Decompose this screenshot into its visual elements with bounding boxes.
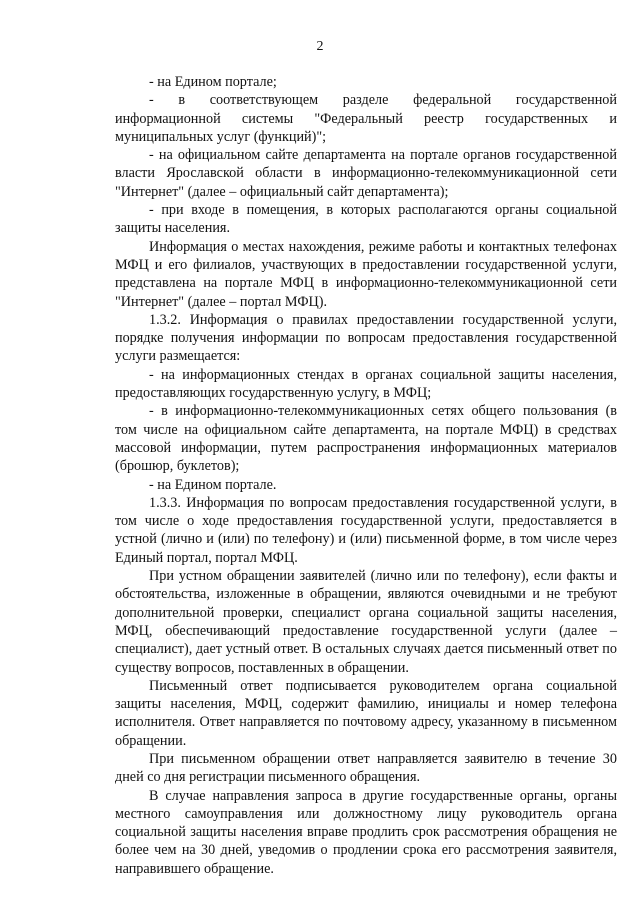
page-number: 2 [316,39,324,54]
paragraph: - на Едином портале; [149,74,277,90]
paragraph: При письменном обращении ответ направляется заявителю в течение 30 дней со дня регистрации письменного обращения. [115,750,617,786]
document-body [115,73,617,878]
paragraph: - на информационных стендах в органах социальной защиты населения, предоставляющих государственную услугу, в МФЦ; [115,366,617,402]
paragraph: Письменный ответ подписывается руководителем органа социальной защиты населения, МФЦ, содержит фамилию, инициалы и номер телефона исполнителя. Ответ направляется по почтовому адресу, указанному в письменном обращении. [115,677,617,749]
paragraph: - на Едином портале. [149,476,277,493]
paragraph: В случае направления запроса в другие государственные органы, органы местного самоуправления или должностному лицу руководитель органа социальной защиты населения вправе продлить срок рассмотрения обращения не более чем на 30 дней, уведомив о продлении срока его рассмотрения заявителя, направившего обращение. [115,787,617,877]
paragraph: При устном обращении заявителей (лично или по телефону), если факты и обстоятельства, изложенные в обращении, являются очевидными и не требуют дополнительной проверки, специалист органа социальной защиты населения, МФЦ, обеспечивающий предоставление государственной услуги (далее – специалист), дает устный ответ. В остальных случаях дается письменный ответ по существу вопросов, поставленных в обращении. [115,568,617,676]
paragraph: - в соответствующем разделе федеральной государственной информационной системы "Федеральный реестр государственных и муниципальных услуг (функций)"; [115,92,617,145]
paragraph: - в информационно-телекоммуникационных сетях общего пользования (в том числе на официальном сайте департамента, на портале МФЦ) в средствах массовой информации, путем распространения информационных материалов (брошюр, буклетов); [115,403,617,475]
paragraph: - на официальном сайте департамента на портале органов государственной власти Ярославской области в информационно-телекоммуникационной сети "Интернет" (далее – официальный сайт департамента); [115,147,617,200]
paragraph: Информация о местах нахождения, режиме работы и контактных телефонах МФЦ и его филиалов, участвующих в предоставлении государственной услуги, представлена на портале МФЦ в информационно-телекоммуникационной сети "Интернет" (далее – портал МФЦ). [115,238,617,310]
paragraph: 1.3.3. Информация по вопросам предоставления государственной услуги, в том числе о ходе предоставления государственной услуги, предоставляется в устной (лично и (или) по телефону) и (или) письменной форме, в том числе через Единый портал, портал МФЦ. [115,494,617,566]
paragraph: - при входе в помещения, в которых располагаются органы социальной защиты населения. [115,202,617,237]
paragraph: 1.3.2. Информация о правилах предоставлении государственной услуги, порядке получения информации по вопросам предоставления государственной услуги размещается: [115,311,617,365]
